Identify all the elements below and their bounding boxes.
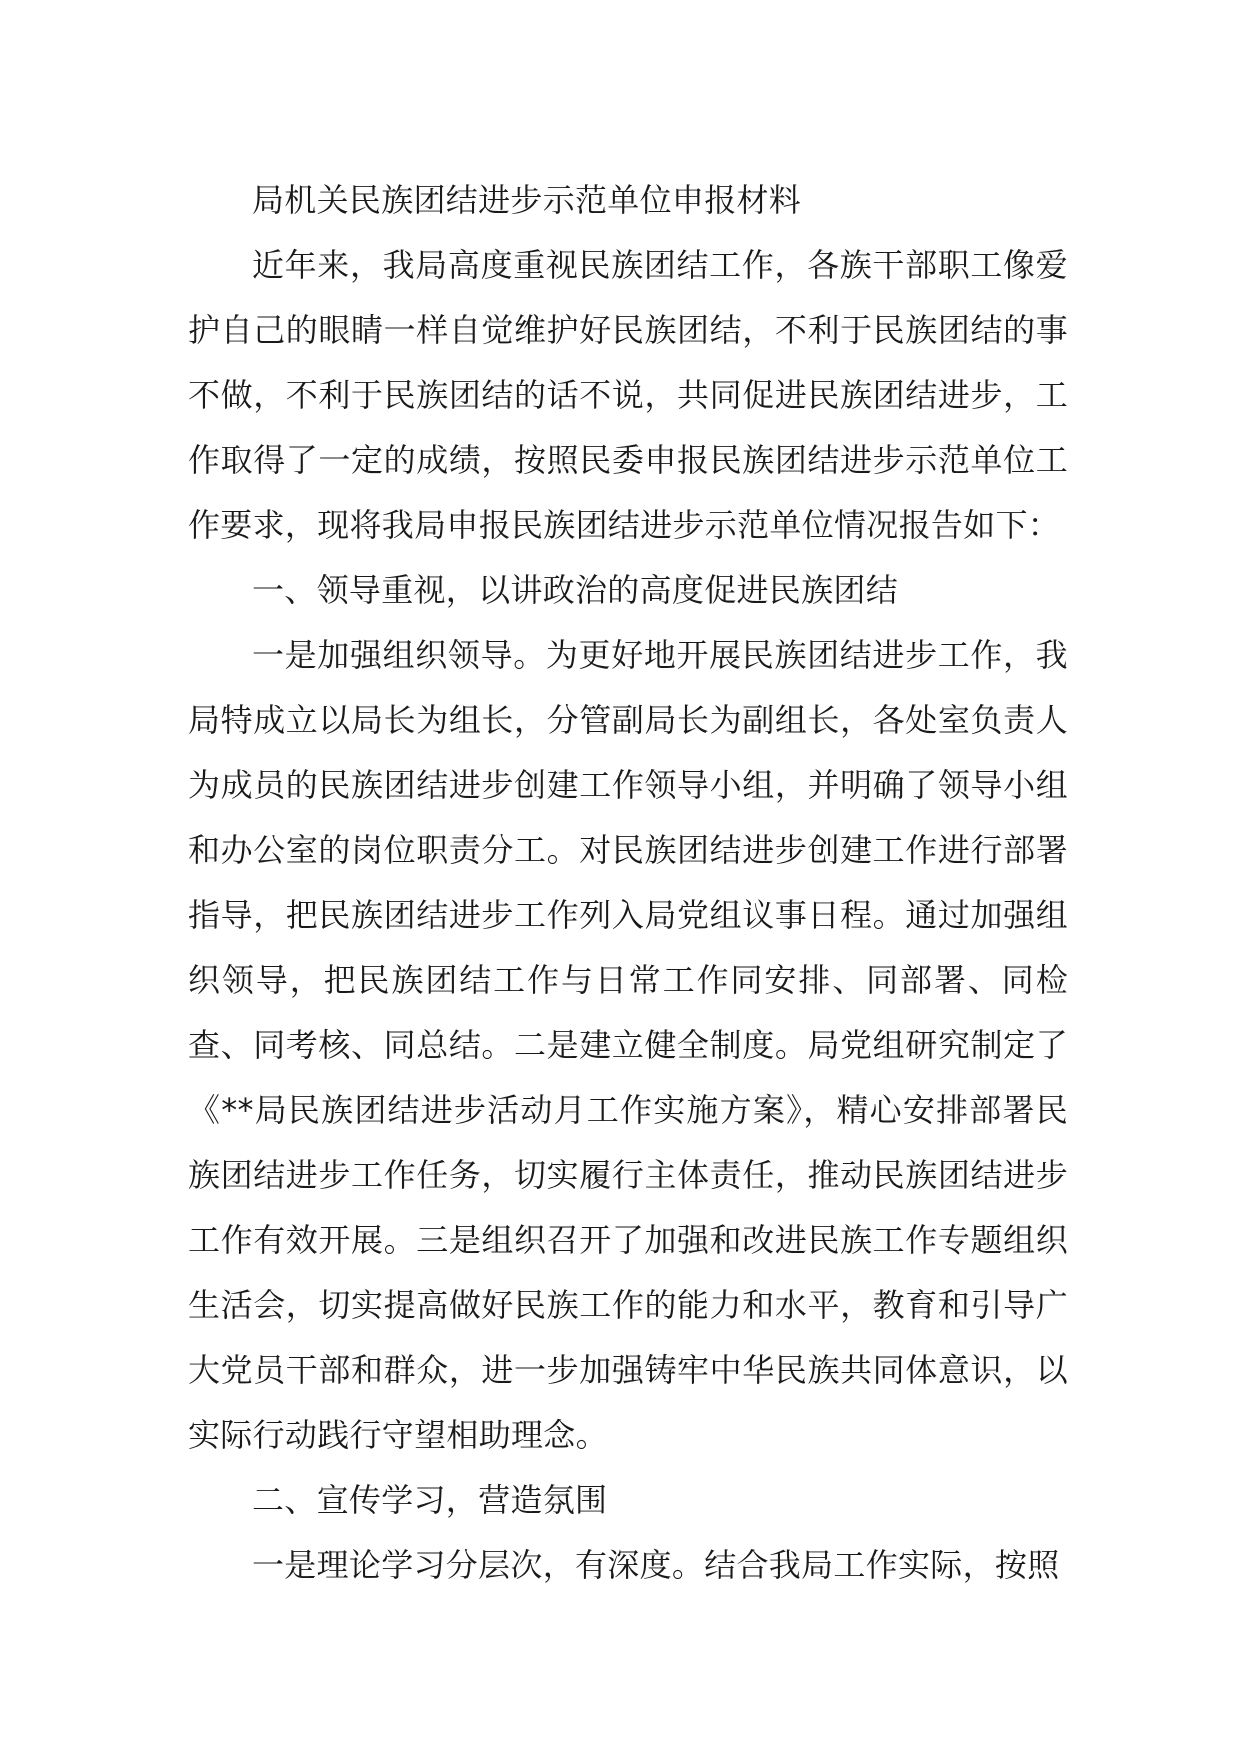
document-body [188, 168, 1068, 1598]
paragraph-section-1: 一是加强组织领导。为更好地开展民族团结进步工作，我局特成立以局长为组长，分管副局长为副组长，各处室负责人为成员的民族团结进步创建工作领导小组，并明确了领导小组和办公室的岗位职责分工。对民族团结进步创建工作进行部署指导，把民族团结进步工作列入局党组议事日程。通过加强组织领导，把民族团结工作与日常工作同安排、同部署、同检查、同考核、同总结。二是建立健全制度。局党组研究制定了《**局民族团结进步活动月工作实施方案》，精心安排部署民族团结进步工作任务，切实履行主体责任，推动民族团结进步工作有效开展。三是组织召开了加强和改进民族工作专题组织生活会，切实提高做好民族工作的能力和水平，教育和引导广大党员干部和群众，进一步加强铸牢中华民族共同体意识，以实际行动践行守望相助理念。 [188, 636, 1068, 1454]
section-heading-1: 一、领导重视，以讲政治的高度促进民族团结 [252, 571, 899, 609]
document-title: 局机关民族团结进步示范单位申报材料 [252, 181, 802, 219]
section-heading-2: 二、宣传学习，营造氛围 [252, 1481, 608, 1519]
paragraph-intro: 近年来，我局高度重视民族团结工作，各族干部职工像爱护自己的眼睛一样自觉维护好民族团结，不利于民族团结的事不做，不利于民族团结的话不说，共同促进民族团结进步，工作取得了一定的成绩，按照民委申报民族团结进步示范单位工作要求，现将我局申报民族团结进步示范单位情况报告如下： [188, 246, 1068, 544]
paragraph-section-2: 一是理论学习分层次，有深度。结合我局工作实际，按照 [252, 1546, 1060, 1584]
